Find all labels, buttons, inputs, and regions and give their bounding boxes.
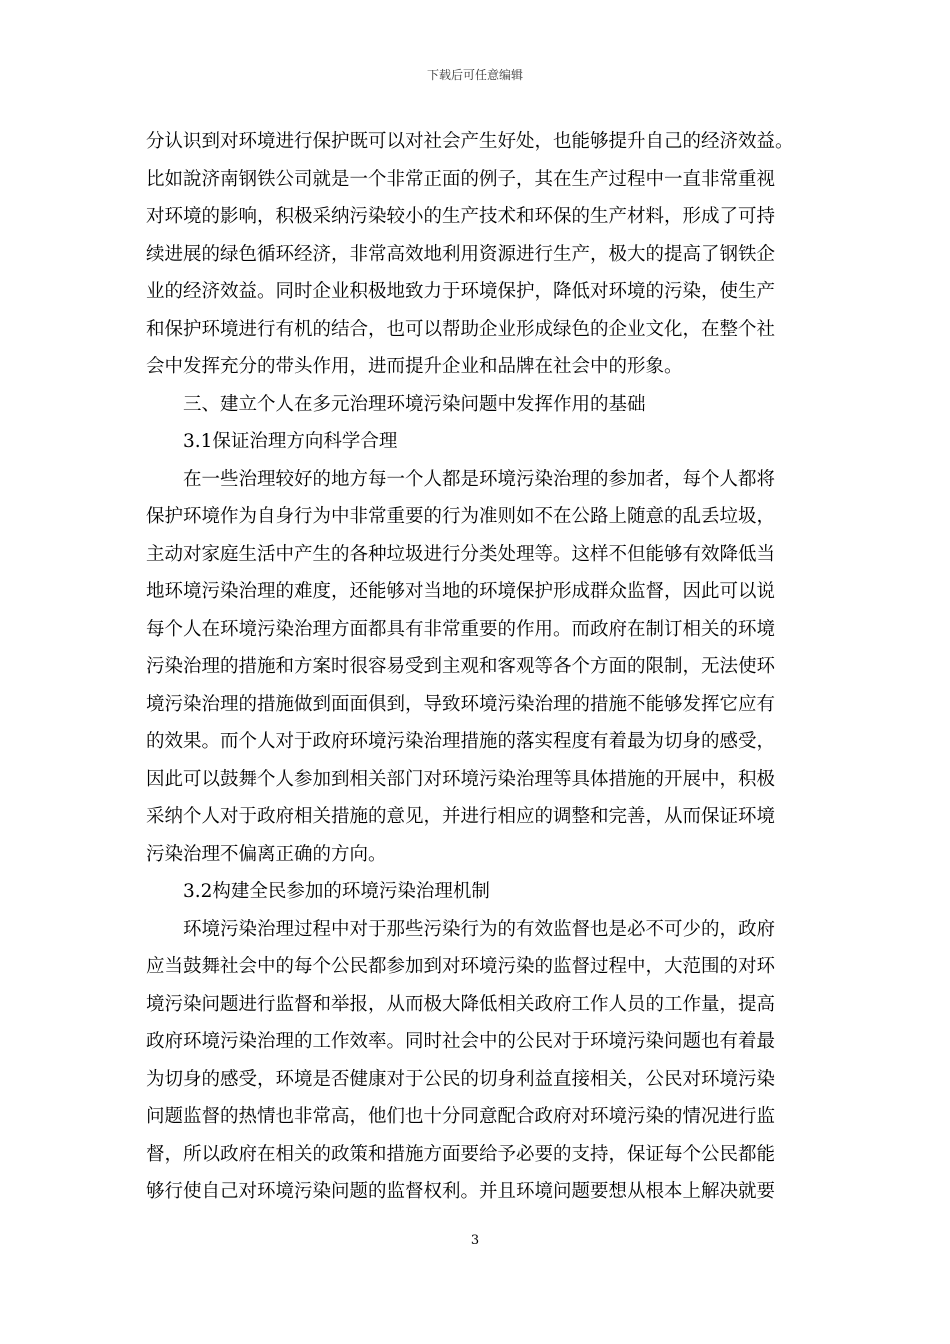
text-line: 够行使自己对环境污染问题的监督权利。并且环境问题要想从根本上解决就要: [146, 1181, 776, 1202]
text-line: 比如說济南钢铁公司就是一个非常正面的例子，其在生产过程中一直非常重视: [146, 168, 776, 190]
text-line: 在一些治理较好的地方每一个人都是环境污染治理的参加者，每个人都将: [183, 468, 776, 490]
text-line: 境污染治理的措施做到面面俱到，导致环境污染治理的措施不能够发挥它应有: [146, 693, 776, 715]
text-line: 污染治理的措施和方案时很容易受到主观和客观等各个方面的限制，无法使环: [146, 656, 776, 677]
text-line: 政府环境污染治理的工作效率。同时社会中的公民对于环境污染问题也有着最: [146, 1031, 776, 1052]
text-line: 会中发挥充分的带头作用，进而提升企业和品牌在社会中的形象。: [146, 356, 683, 377]
text-line: 的效果。而个人对于政府环境污染治理措施的落实程度有着最为切身的感受，: [146, 731, 776, 752]
text-line: 每个人在环境污染治理方面都具有非常重要的作用。而政府在制订相关的环境: [146, 618, 776, 640]
text-line: 采纳个人对于政府相关措施的意见，并进行相应的调整和完善，从而保证环境: [146, 806, 776, 827]
text-line: 污染治理不偏离正确的方向。: [146, 843, 387, 865]
page-header: 下载后可任意编辑: [426, 68, 523, 82]
text-line: 对环境的影响，积极采纳污染较小的生产技术和环保的生产材料，形成了可持: [146, 206, 776, 227]
text-line: 三、建立个人在多元治理环境污染问题中发挥作用的基础: [183, 393, 646, 415]
text-line: 3.2构建全民参加的环境污染治理机制: [183, 881, 490, 902]
text-line: 督，所以政府在相关的政策和措施方面要给予必要的支持，保证每个公民都能: [146, 1143, 776, 1165]
text-line: 和保护环境进行有机的结合，也可以帮助企业形成绿色的企业文化，在整个社: [146, 318, 776, 340]
text-line: 问题监督的热情也非常高，他们也十分同意配合政府对环境污染的情况进行监: [146, 1106, 776, 1127]
text-line: 业的经济效益。同时企业积极地致力于环境保护，降低对环境的污染，使生产: [146, 281, 776, 302]
text-line: 地环境污染治理的难度，还能够对当地的环境保护形成群众监督，因此可以说: [146, 581, 776, 602]
text-line: 保护环境作为自身行为中非常重要的行为准则如不在公路上随意的乱丢垃圾，: [146, 506, 776, 527]
text-line: 环境污染治理过程中对于那些污染行为的有效监督也是必不可少的，政府: [183, 918, 776, 940]
page-number: 3: [470, 1233, 480, 1248]
text-line: 应当鼓舞社会中的每个公民都参加到对环境污染的监督过程中，大范围的对环: [146, 956, 776, 977]
text-line: 因此可以鼓舞个人参加到相关部门对环境污染治理等具体措施的开展中，积极: [146, 768, 776, 790]
text-line: 主动对家庭生活中产生的各种垃圾进行分类处理等。这样不但能够有效降低当: [146, 543, 776, 565]
text-line: 为切身的感受，环境是否健康对于公民的切身利益直接相关，公民对环境污染: [146, 1068, 776, 1090]
text-line: 境污染问题进行监督和举报，从而极大降低相关政府工作人员的工作量，提高: [146, 993, 776, 1015]
text-line: 续进展的绿色循环经济，非常高效地利用资源进行生产，极大的提高了钢铁企: [146, 243, 776, 265]
text-line: 分认识到对环境进行保护既可以对社会产生好处，也能够提升自己的经济效益。: [146, 131, 794, 152]
text-line: 3.1保证治理方向科学合理: [183, 431, 398, 452]
document-body: [146, 123, 818, 1211]
